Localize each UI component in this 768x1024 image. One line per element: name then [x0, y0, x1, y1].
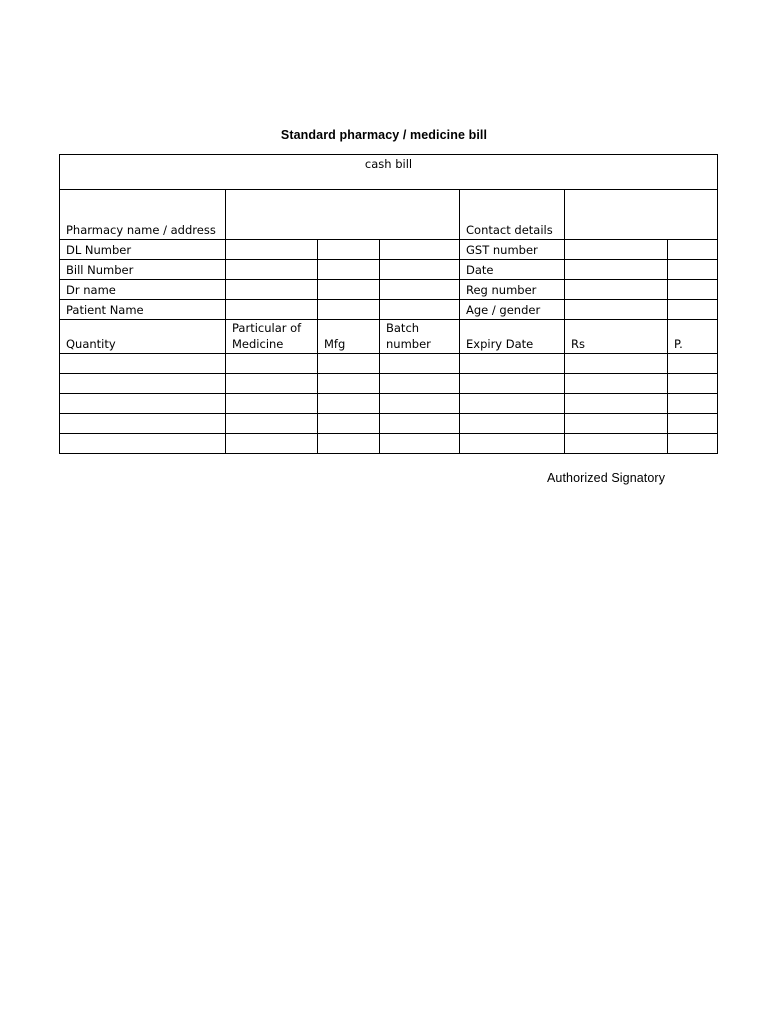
item-row [60, 414, 718, 434]
column-header-batch: Batch number [380, 320, 460, 354]
reg-number-value-cell[interactable] [668, 280, 718, 300]
gst-number-value-cell[interactable] [668, 240, 718, 260]
item-cell[interactable] [668, 394, 718, 414]
info-row-bill-number [60, 260, 718, 280]
item-cell[interactable] [318, 414, 380, 434]
info-row-pharmacy [60, 190, 718, 240]
item-row [60, 374, 718, 394]
age-gender-value-cell[interactable] [565, 300, 668, 320]
pharmacy-name-value-cell[interactable] [226, 190, 460, 240]
contact-details-value-cell[interactable] [565, 190, 718, 240]
item-row [60, 394, 718, 414]
bill-number-value-cell[interactable] [318, 260, 380, 280]
item-cell[interactable] [380, 414, 460, 434]
dr-name-value-cell[interactable] [318, 280, 380, 300]
info-row-patient-name [60, 300, 718, 320]
column-header-paise: P. [668, 320, 718, 354]
dl-number-label: DL Number [60, 240, 226, 260]
dl-number-value-cell[interactable] [318, 240, 380, 260]
item-cell[interactable] [60, 354, 226, 374]
pharmacy-name-label: Pharmacy name / address [60, 190, 226, 240]
item-cell[interactable] [226, 374, 318, 394]
date-label: Date [460, 260, 565, 280]
item-cell[interactable] [60, 394, 226, 414]
item-row [60, 434, 718, 454]
date-value-cell[interactable] [668, 260, 718, 280]
patient-name-label: Patient Name [60, 300, 226, 320]
item-cell[interactable] [668, 414, 718, 434]
item-cell[interactable] [380, 374, 460, 394]
item-cell[interactable] [380, 394, 460, 414]
item-cell[interactable] [565, 354, 668, 374]
column-header-rs: Rs [565, 320, 668, 354]
date-value-cell[interactable] [565, 260, 668, 280]
item-cell[interactable] [318, 374, 380, 394]
item-cell[interactable] [668, 374, 718, 394]
column-header-mfg: Mfg [318, 320, 380, 354]
item-cell[interactable] [318, 354, 380, 374]
reg-number-label: Reg number [460, 280, 565, 300]
patient-name-value-cell[interactable] [318, 300, 380, 320]
column-header-particular: Particular of Medicine [226, 320, 318, 354]
item-cell[interactable] [460, 374, 565, 394]
item-cell[interactable] [460, 394, 565, 414]
item-cell[interactable] [460, 414, 565, 434]
item-cell[interactable] [60, 374, 226, 394]
item-cell[interactable] [226, 394, 318, 414]
dr-name-label: Dr name [60, 280, 226, 300]
item-cell[interactable] [460, 434, 565, 454]
column-header-row [60, 320, 718, 354]
age-gender-label: Age / gender [460, 300, 565, 320]
contact-details-label: Contact details [460, 190, 565, 240]
item-cell[interactable] [226, 414, 318, 434]
item-cell[interactable] [226, 434, 318, 454]
item-cell[interactable] [380, 354, 460, 374]
info-row-dr-name [60, 280, 718, 300]
dr-name-value-cell[interactable] [226, 280, 318, 300]
dl-number-value-cell[interactable] [226, 240, 318, 260]
item-cell[interactable] [668, 434, 718, 454]
patient-name-value-cell[interactable] [380, 300, 460, 320]
item-cell[interactable] [565, 374, 668, 394]
dl-number-value-cell[interactable] [380, 240, 460, 260]
info-row-dl-number [60, 240, 718, 260]
authorized-signatory-label: Authorized Signatory [547, 471, 666, 485]
item-cell[interactable] [460, 354, 565, 374]
item-cell[interactable] [226, 354, 318, 374]
patient-name-value-cell[interactable] [226, 300, 318, 320]
dr-name-value-cell[interactable] [380, 280, 460, 300]
cash-bill-label: cash bill [60, 155, 718, 190]
item-cell[interactable] [60, 414, 226, 434]
item-cell[interactable] [565, 394, 668, 414]
bill-number-value-cell[interactable] [380, 260, 460, 280]
column-header-quantity: Quantity [60, 320, 226, 354]
gst-number-value-cell[interactable] [565, 240, 668, 260]
bill-table [59, 154, 718, 454]
reg-number-value-cell[interactable] [565, 280, 668, 300]
column-header-expiry: Expiry Date [460, 320, 565, 354]
gst-number-label: GST number [460, 240, 565, 260]
item-cell[interactable] [318, 394, 380, 414]
bill-number-value-cell[interactable] [226, 260, 318, 280]
item-cell[interactable] [668, 354, 718, 374]
item-cell[interactable] [60, 434, 226, 454]
age-gender-value-cell[interactable] [668, 300, 718, 320]
document-title: Standard pharmacy / medicine bill [280, 128, 488, 142]
cash-bill-row [60, 155, 718, 190]
item-cell[interactable] [565, 414, 668, 434]
item-cell[interactable] [565, 434, 668, 454]
item-cell[interactable] [318, 434, 380, 454]
bill-number-label: Bill Number [60, 260, 226, 280]
item-row [60, 354, 718, 374]
item-cell[interactable] [380, 434, 460, 454]
